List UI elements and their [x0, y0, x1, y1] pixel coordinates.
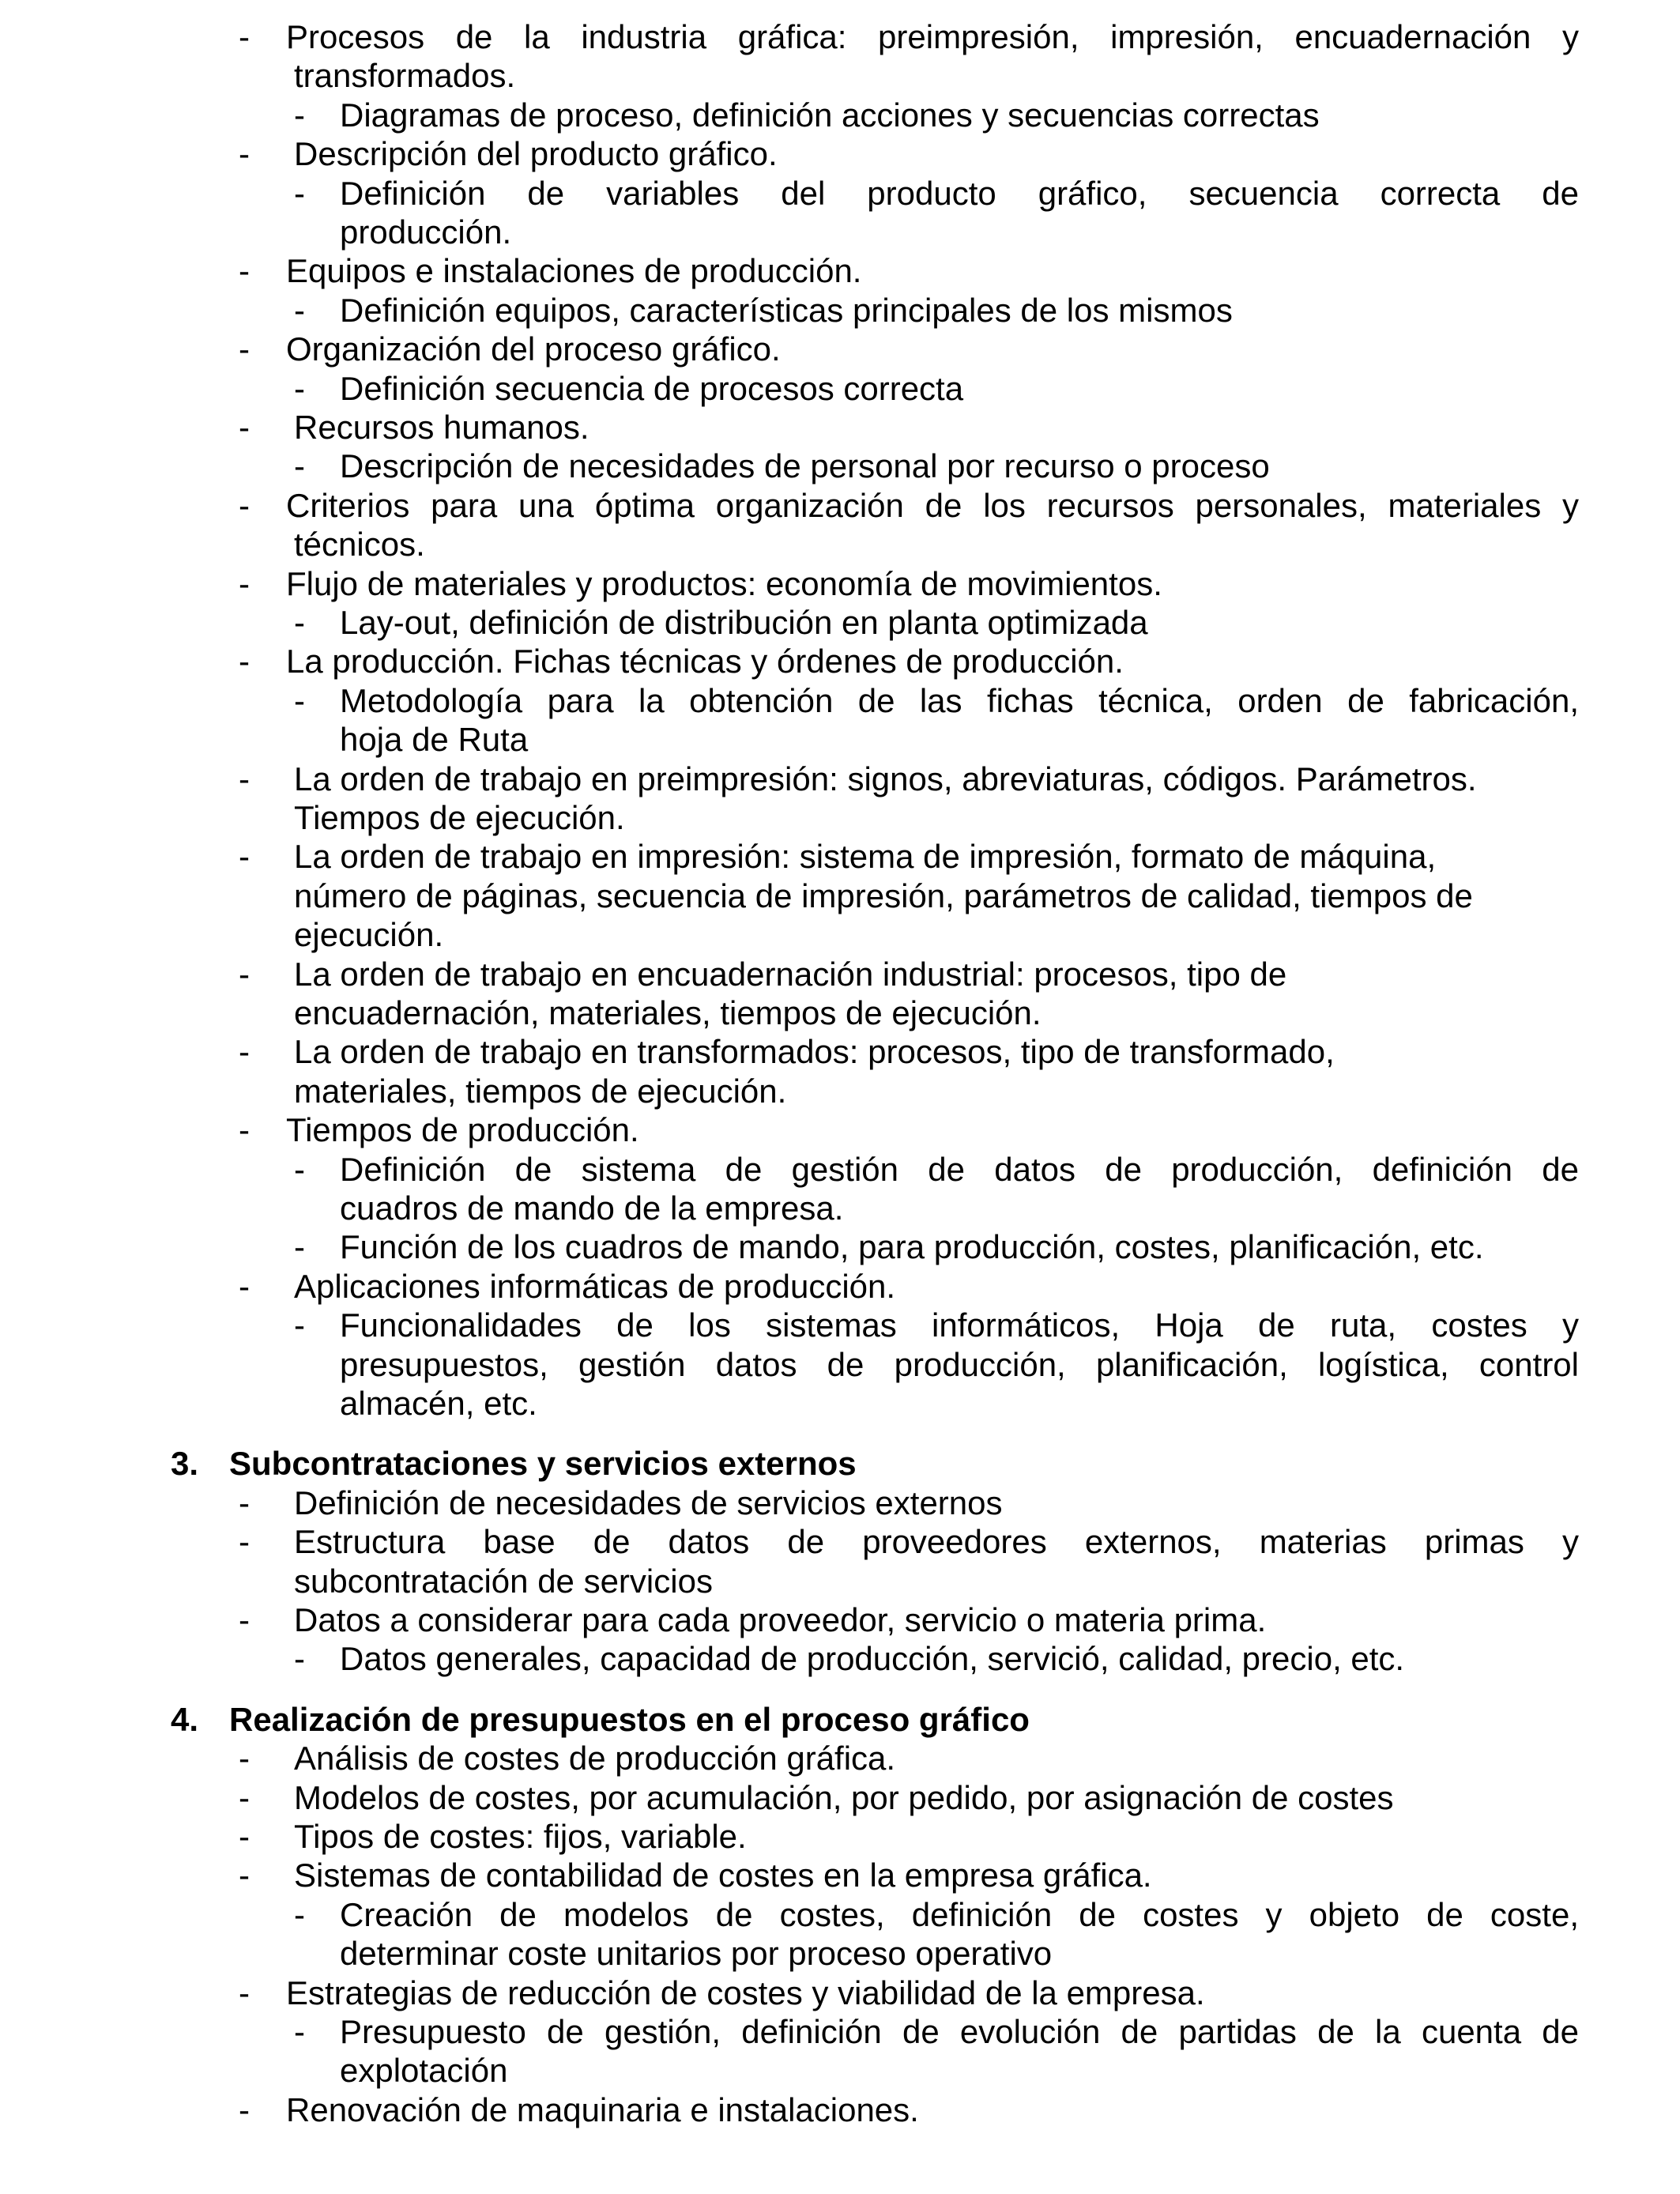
text-line: La orden de trabajo en encuadernación industrial: procesos, tipo de — [294, 956, 1287, 993]
bullet-dash: - — [239, 1523, 250, 1560]
text-line: presupuestos, gestión datos de producción, planificación, logística, control — [340, 1346, 1579, 1383]
bullet-dash: - — [294, 447, 305, 484]
bullet-dash: - — [294, 1896, 305, 1933]
section-title: Subcontrataciones y servicios externos — [229, 1445, 857, 1482]
text-line: Equipos e instalaciones de producción. — [286, 252, 862, 289]
text-line: Procesos de la industria gráfica: preimpresión, impresión, encuadernación y — [286, 18, 1579, 55]
text-line: Definición de necesidades de servicios externos — [294, 1484, 1003, 1521]
text-line: Tipos de costes: fijos, variable. — [294, 1818, 747, 1855]
text-line: Aplicaciones informáticas de producción. — [294, 1268, 896, 1305]
bullet-dash: - — [294, 1151, 305, 1188]
text-line: Definición equipos, características principales de los mismos — [340, 292, 1233, 329]
bullet-dash: - — [239, 1111, 250, 1148]
bullet-dash: - — [239, 838, 250, 875]
text-line: Estructura base de datos de proveedores externos, materias primas y — [294, 1523, 1579, 1560]
text-line: encuadernación, materiales, tiempos de ejecución. — [294, 994, 1042, 1031]
text-line: Función de los cuadros de mando, para producción, costes, planificación, etc. — [340, 1228, 1484, 1265]
text-line: Sistemas de contabilidad de costes en la empresa gráfica. — [294, 1857, 1152, 1894]
text-line: Tiempos de producción. — [286, 1111, 639, 1148]
bullet-dash: - — [239, 1779, 250, 1816]
text-line: Definición secuencia de procesos correcta — [340, 370, 964, 407]
text-line: Tiempos de ejecución. — [294, 799, 625, 836]
text-line: número de páginas, secuencia de impresión, parámetros de calidad, tiempos de — [294, 877, 1473, 914]
bullet-dash: - — [239, 2091, 250, 2128]
text-line: Funcionalidades de los sistemas informáticos, Hoja de ruta, costes y — [340, 1306, 1579, 1344]
bullet-dash: - — [239, 409, 250, 446]
bullet-dash: - — [294, 292, 305, 329]
text-line: Definición de sistema de gestión de datos de producción, definición de — [340, 1151, 1579, 1188]
text-line: determinar coste unitarios por proceso operativo — [340, 1935, 1053, 1972]
text-line: almacén, etc. — [340, 1385, 537, 1422]
bullet-dash: - — [239, 1484, 250, 1521]
text-line: Estrategias de reducción de costes y viabilidad de la empresa. — [286, 1974, 1205, 2011]
text-line: Renovación de maquinaria e instalaciones. — [286, 2091, 919, 2128]
bullet-dash: - — [294, 1228, 305, 1265]
text-line: cuadros de mando de la empresa. — [340, 1189, 844, 1227]
text-line: materiales, tiempos de ejecución. — [294, 1072, 787, 1110]
text-line: La orden de trabajo en preimpresión: signos, abreviaturas, códigos. Parámetros. — [294, 760, 1477, 797]
text-line: La orden de trabajo en transformados: procesos, tipo de transformado, — [294, 1033, 1335, 1070]
section-title: Realización de presupuestos en el proceso gráfico — [229, 1701, 1030, 1738]
text-line: Diagramas de proceso, definición acciones y secuencias correctas — [340, 96, 1320, 134]
text-line: Metodología para la obtención de las fichas técnica, orden de fabricación, — [340, 682, 1579, 719]
bullet-dash: - — [294, 682, 305, 719]
bullet-dash: - — [239, 1601, 250, 1638]
bullet-dash: - — [294, 1640, 305, 1677]
bullet-dash: - — [239, 1974, 250, 2011]
text-line: Modelos de costes, por acumulación, por pedido, por asignación de costes — [294, 1779, 1394, 1816]
text-line: transformados. — [294, 57, 516, 94]
bullet-dash: - — [294, 2013, 305, 2050]
bullet-dash: - — [294, 604, 305, 641]
bullet-dash: - — [239, 1740, 250, 1777]
bullet-dash: - — [294, 1306, 305, 1344]
text-line: La orden de trabajo en impresión: sistema de impresión, formato de máquina, — [294, 838, 1437, 875]
text-line: producción. — [340, 213, 512, 251]
text-line: hoja de Ruta — [340, 721, 529, 758]
bullet-dash: - — [239, 1268, 250, 1305]
bullet-dash: - — [239, 1033, 250, 1070]
bullet-dash: - — [239, 135, 250, 172]
section-number: 3. — [171, 1445, 199, 1482]
text-line: Descripción del producto gráfico. — [294, 135, 778, 172]
bullet-dash: - — [239, 330, 250, 368]
text-line: Recursos humanos. — [294, 409, 590, 446]
bullet-dash: - — [294, 96, 305, 134]
text-line: Definición de variables del producto gráfico, secuencia correcta de — [340, 175, 1579, 212]
text-line: Análisis de costes de producción gráfica. — [294, 1740, 896, 1777]
bullet-dash: - — [294, 175, 305, 212]
text-line: Creación de modelos de costes, definición de costes y objeto de coste, — [340, 1896, 1579, 1933]
bullet-dash: - — [239, 18, 250, 55]
bullet-dash: - — [239, 487, 250, 524]
text-line: técnicos. — [294, 526, 425, 563]
text-line: subcontratación de servicios — [294, 1563, 713, 1600]
bullet-dash: - — [239, 565, 250, 602]
text-line: Flujo de materiales y productos: economía de movimientos. — [286, 565, 1162, 602]
text-line: Lay-out, definición de distribución en planta optimizada — [340, 604, 1148, 641]
section-number: 4. — [171, 1701, 199, 1738]
text-line: Criterios para una óptima organización de los recursos personales, materiales y — [286, 487, 1579, 524]
text-line: Organización del proceso gráfico. — [286, 330, 781, 368]
text-line: explotación — [340, 2052, 508, 2089]
text-line: La producción. Fichas técnicas y órdenes de producción. — [286, 643, 1124, 680]
bullet-dash: - — [294, 370, 305, 407]
text-line: ejecución. — [294, 916, 444, 953]
text-line: Presupuesto de gestión, definición de evolución de partidas de la cuenta de — [340, 2013, 1579, 2050]
bullet-dash: - — [239, 1857, 250, 1894]
bullet-dash: - — [239, 760, 250, 797]
text-line: Datos generales, capacidad de producción, servició, calidad, precio, etc. — [340, 1640, 1405, 1677]
text-line: Descripción de necesidades de personal por recurso o proceso — [340, 447, 1270, 484]
bullet-dash: - — [239, 252, 250, 289]
bullet-dash: - — [239, 956, 250, 993]
bullet-dash: - — [239, 1818, 250, 1855]
bullet-dash: - — [239, 643, 250, 680]
text-line: Datos a considerar para cada proveedor, servicio o materia prima. — [294, 1601, 1267, 1638]
